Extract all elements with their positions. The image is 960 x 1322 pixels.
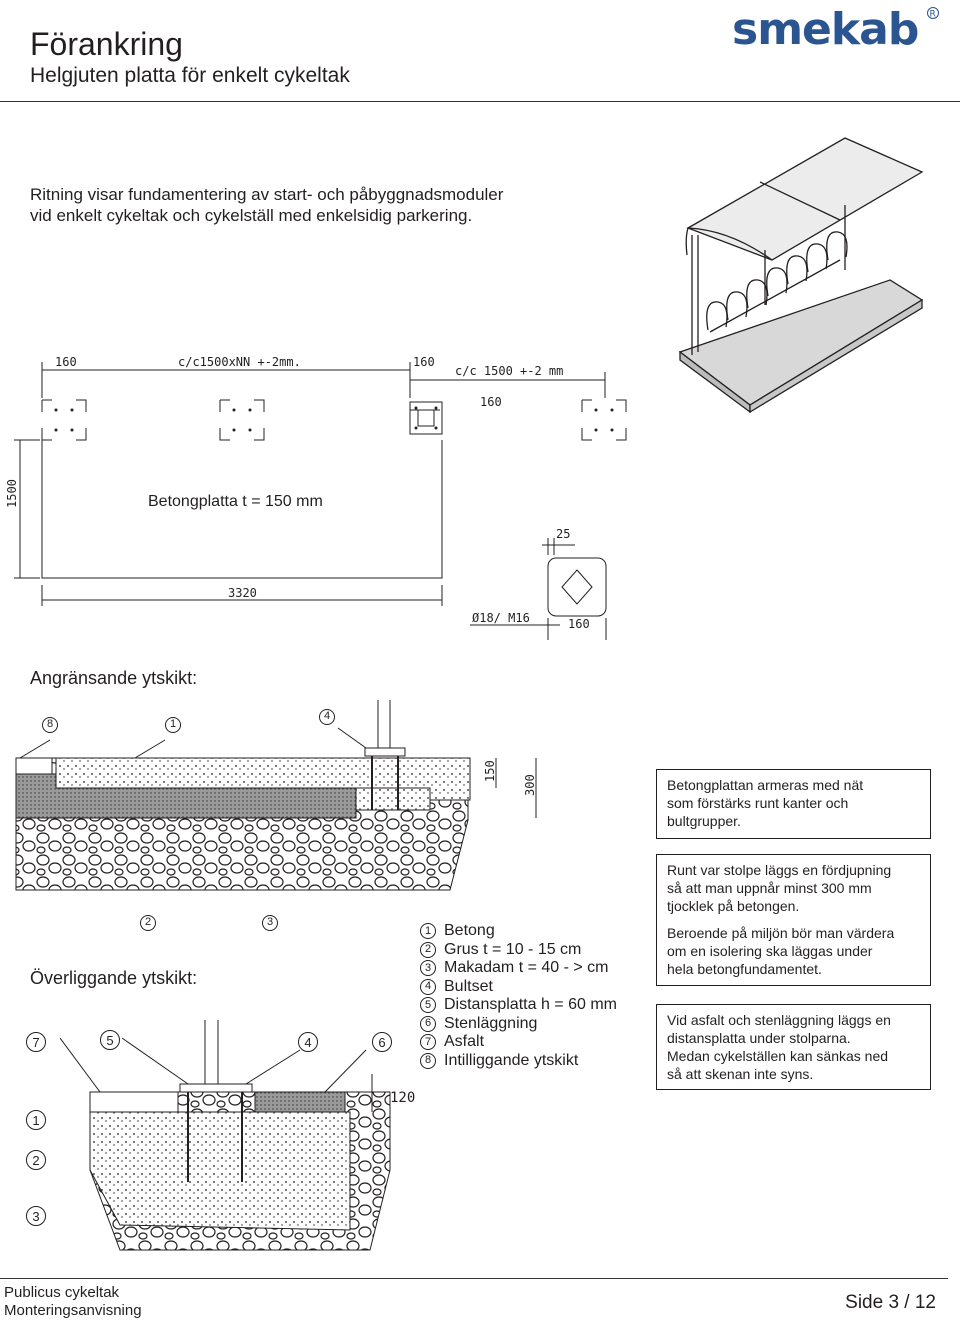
marker-2-side: 2	[26, 1150, 46, 1170]
page-number: Side 3 / 12	[845, 1292, 936, 1313]
footer-divider	[0, 1278, 948, 1279]
dim-300: 300	[523, 774, 537, 796]
note-box-reinforcement	[656, 769, 931, 839]
dim-3320: 3320	[228, 586, 257, 600]
marker-3-top: 3	[262, 912, 278, 931]
bike-shelter-illustration	[660, 120, 960, 420]
dim-25: 25	[556, 527, 571, 541]
slab-label: Betongplatta t = 150 mm	[148, 493, 323, 510]
note-line: Runt var stolpe läggs en fördjupning	[667, 862, 892, 878]
material-legend	[420, 922, 617, 1070]
dim-cc-nn: c/c1500xNN +-2mm.	[178, 355, 301, 369]
note-line: Vid asfalt och stenläggning läggs en	[667, 1012, 891, 1028]
dim-150: 150	[483, 760, 497, 782]
note-line: så att man uppnår minst 300 mm	[667, 880, 872, 896]
marker-1-side: 1	[26, 1110, 46, 1130]
page-subtitle: Helgjuten platta för enkelt cykeltak	[30, 64, 350, 87]
logo-text: smekab	[732, 4, 919, 54]
legend-item: 7 Asfalt	[420, 1033, 617, 1052]
marker-7: 7	[26, 1032, 46, 1052]
note-box-recess	[656, 854, 931, 986]
footer-product: Publicus cykeltak	[4, 1284, 120, 1301]
header-divider	[0, 101, 960, 102]
intro-line-1: Ritning visar fundamentering av start- och påbyggnadsmoduler	[30, 185, 504, 204]
note-line: bultgrupper.	[667, 813, 741, 829]
note-line: Beroende på miljön bör man värdera	[667, 925, 895, 941]
legend-item: 1 Betong	[420, 922, 617, 941]
marker-2-top: 2	[140, 912, 156, 931]
marker-4: 4	[319, 706, 335, 725]
marker-4-b: 4	[298, 1032, 318, 1052]
note-line: Medan cykelställen kan sänkas ned	[667, 1048, 889, 1064]
note-line: Betongplattan armeras med nät	[667, 777, 864, 793]
note-box-spacer	[656, 1004, 931, 1090]
note-line: distansplatta under stolparna.	[667, 1030, 851, 1046]
marker-1: 1	[165, 714, 181, 733]
legend-item: 4 Bultset	[420, 978, 617, 997]
intro-text	[30, 184, 630, 226]
dim-160-b: 160	[413, 355, 435, 369]
legend-item: 3 Makadam t = 40 - > cm	[420, 959, 617, 978]
marker-8: 8	[42, 714, 58, 733]
marker-3-side: 3	[26, 1206, 46, 1226]
overlying-section-drawing	[60, 1020, 440, 1270]
note-line: tjocklek på betongen.	[667, 898, 800, 914]
legend-item: 2 Grus t = 10 - 15 cm	[420, 941, 617, 960]
dim-160-c: 160	[480, 395, 502, 409]
note-line: som förstärks runt kanter och	[667, 795, 849, 811]
dim-1500: 1500	[5, 479, 19, 508]
dim-160-d: 160	[568, 617, 590, 631]
note-line: så att skenan inte syns.	[667, 1066, 814, 1082]
note-line: om en isolering ska läggas under	[667, 943, 873, 959]
svg-text:R: R	[929, 9, 936, 20]
adjacent-section-drawing	[10, 700, 550, 900]
intro-line-2: vid enkelt cykeltak och cykelställ med enkelsidig parkering.	[30, 206, 473, 225]
smekab-logo	[730, 4, 945, 54]
note-line: hela betongfundamentet.	[667, 961, 822, 977]
legend-item: 5 Distansplatta h = 60 mm	[420, 996, 617, 1015]
footer-doc-type: Monteringsanvisning	[4, 1302, 142, 1319]
section-overlying-title: Överliggande ytskikt:	[30, 968, 198, 988]
legend-item: 6 Stenläggning	[420, 1015, 617, 1034]
bolt-label: Ø18/ M16	[472, 611, 530, 625]
marker-5: 5	[100, 1030, 120, 1050]
page-title: Förankring	[30, 26, 183, 62]
dim-160-a: 160	[55, 355, 77, 369]
legend-item: 8 Intilliggande ytskikt	[420, 1052, 617, 1071]
plan-drawing	[0, 340, 640, 640]
marker-6: 6	[372, 1032, 392, 1052]
dim-cc: c/c 1500 +-2 mm	[455, 364, 564, 378]
dim-120: 120	[390, 1090, 416, 1106]
section-adjacent-title: Angränsande ytskikt:	[30, 668, 198, 688]
